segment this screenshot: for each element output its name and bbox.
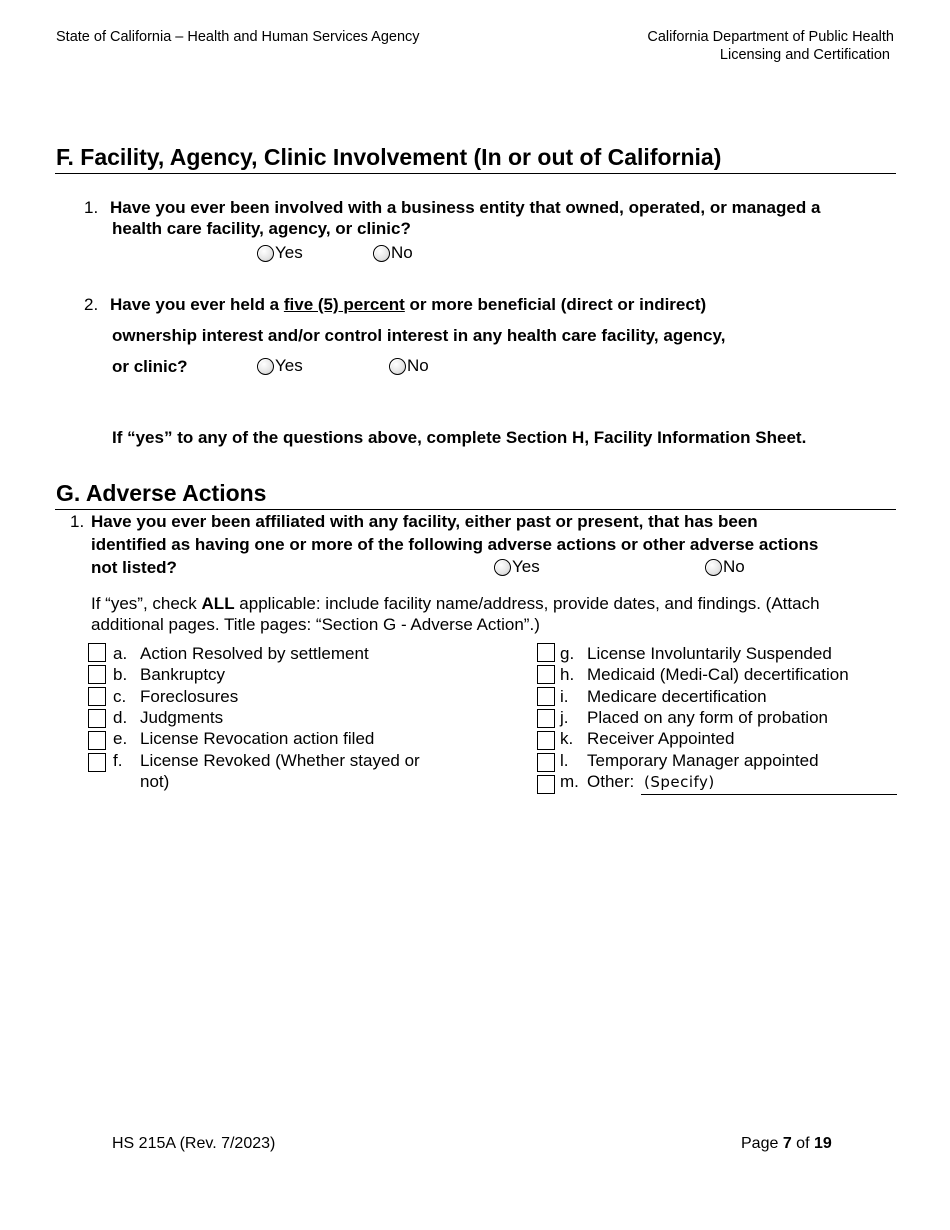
- item-label: Medicare decertification: [587, 687, 767, 706]
- f-q2-line1-pre: Have you ever held a: [110, 295, 284, 314]
- item-label: Foreclosures: [140, 687, 239, 706]
- checkbox-l[interactable]: [537, 753, 555, 772]
- item-letter: c.: [113, 687, 127, 706]
- checkbox-i[interactable]: [537, 687, 555, 706]
- item-label: Other:: [587, 772, 635, 791]
- checkbox-b[interactable]: [88, 665, 106, 684]
- g-q1-line1: Have you ever been affiliated with any facility, either past or present, that has been: [91, 512, 758, 531]
- section-g-rule: [55, 509, 896, 510]
- form-id: HS 215A (Rev. 7/2023): [112, 1135, 276, 1152]
- item-letter: b.: [113, 665, 128, 684]
- checkbox-k[interactable]: [537, 731, 555, 750]
- other-specify-field[interactable]: [641, 772, 897, 795]
- g-q1-yes-radio[interactable]: [494, 557, 540, 577]
- f-q1-no-label: No: [391, 243, 413, 262]
- item-letter: j.: [560, 708, 569, 727]
- f-q2-no-radio[interactable]: [389, 356, 429, 376]
- f-q2-yes-radio[interactable]: [257, 356, 303, 376]
- g-q1-no-label: No: [723, 557, 745, 576]
- radio-circle-icon: [494, 559, 511, 576]
- item-letter: l.: [560, 751, 569, 770]
- f-q2-yes-label: Yes: [275, 356, 303, 375]
- f-q2-line3: or clinic?: [112, 357, 188, 376]
- f-q2-number: 2.: [84, 295, 99, 314]
- item-letter: m.: [560, 772, 579, 791]
- item-label: Medicaid (Medi-Cal) decertification: [587, 665, 849, 684]
- g-q1-line2: identified as having one or more of the following adverse actions or other adverse actions: [91, 535, 819, 554]
- checkbox-j[interactable]: [537, 709, 555, 728]
- page-of: of: [791, 1135, 814, 1152]
- item-letter: g.: [560, 644, 575, 663]
- radio-circle-icon: [389, 358, 406, 375]
- page-current: 7: [782, 1135, 792, 1152]
- radio-circle-icon: [257, 245, 274, 262]
- checkbox-a[interactable]: [88, 643, 106, 662]
- page-number: [741, 1135, 832, 1153]
- f-q1-no-radio[interactable]: [373, 243, 413, 263]
- item-label: License Involuntarily Suspended: [587, 644, 832, 663]
- item-label: Action Resolved by settlement: [140, 644, 369, 663]
- checkbox-f[interactable]: [88, 753, 106, 772]
- g-instructions-line1: [91, 593, 820, 614]
- g-instr-post: applicable: include facility name/address, provide dates, and findings. (Attach: [234, 594, 820, 613]
- radio-circle-icon: [257, 358, 274, 375]
- radio-circle-icon: [373, 245, 390, 262]
- section-f-title: F. Facility, Agency, Clinic Involvement (In or out of California): [56, 144, 722, 170]
- checkbox-c[interactable]: [88, 687, 106, 706]
- g-q1-no-radio[interactable]: [705, 557, 745, 577]
- item-label: License Revoked (Whether stayed or: [140, 751, 420, 770]
- item-label: Temporary Manager appointed: [587, 751, 819, 770]
- g-instr-bold: ALL: [201, 594, 235, 613]
- section-f-rule: [55, 173, 896, 174]
- department-name: California Department of Public Health: [647, 29, 894, 45]
- f-q2-line1-underlined: five (5) percent: [283, 295, 405, 314]
- f-q1-line1: Have you ever been involved with a business entity that owned, operated, or managed a: [110, 198, 821, 217]
- item-letter: h.: [560, 665, 575, 684]
- adverse-item-f-cont: not): [140, 772, 170, 791]
- checkbox-m[interactable]: [537, 775, 555, 794]
- division-name: Licensing and Certification: [719, 47, 890, 63]
- f-q2-line1-post: or more beneficial (direct or indirect): [404, 295, 707, 314]
- item-label: Judgments: [140, 708, 224, 727]
- g-instr-pre: If “yes”, check: [91, 594, 202, 613]
- item-label: Placed on any form of probation: [587, 708, 828, 727]
- item-letter: d.: [113, 708, 128, 727]
- item-label: License Revocation action filed: [140, 729, 375, 748]
- item-letter: e.: [113, 729, 128, 748]
- page-total: 19: [813, 1135, 832, 1152]
- other-specify-placeholder: (Specify): [644, 773, 715, 791]
- item-label: Bankruptcy: [140, 665, 226, 684]
- section-g-title: G. Adverse Actions: [56, 480, 267, 506]
- page-prefix: Page: [741, 1135, 783, 1152]
- item-letter: k.: [560, 729, 574, 748]
- item-label: Receiver Appointed: [587, 729, 735, 748]
- item-letter: a.: [113, 644, 128, 663]
- f-q2-line1: [110, 294, 706, 315]
- agency-name: State of California – Health and Human Services Agency: [56, 29, 420, 45]
- f-q1-number: 1.: [84, 198, 99, 217]
- checkbox-d[interactable]: [88, 709, 106, 728]
- f-q1-line2: health care facility, agency, or clinic?: [112, 219, 411, 238]
- g-q1-number: 1.: [70, 512, 85, 531]
- f-q1-yes-label: Yes: [275, 243, 303, 262]
- checkbox-e[interactable]: [88, 731, 106, 750]
- g-instructions-line2: additional pages. Title pages: “Section G - Adverse Action”.): [91, 615, 540, 634]
- g-q1-line3: not listed?: [91, 558, 177, 577]
- item-letter: f.: [113, 751, 123, 770]
- item-letter: i.: [560, 687, 569, 706]
- checkbox-g[interactable]: [537, 643, 555, 662]
- f-q2-no-label: No: [407, 356, 429, 375]
- f-q2-line2: ownership interest and/or control interest in any health care facility, agency,: [112, 326, 726, 345]
- f-q1-yes-radio[interactable]: [257, 243, 303, 263]
- radio-circle-icon: [705, 559, 722, 576]
- checkbox-h[interactable]: [537, 665, 555, 684]
- section-h-note: If “yes” to any of the questions above, complete Section H, Facility Information Sheet.: [112, 428, 807, 447]
- g-q1-yes-label: Yes: [512, 557, 540, 576]
